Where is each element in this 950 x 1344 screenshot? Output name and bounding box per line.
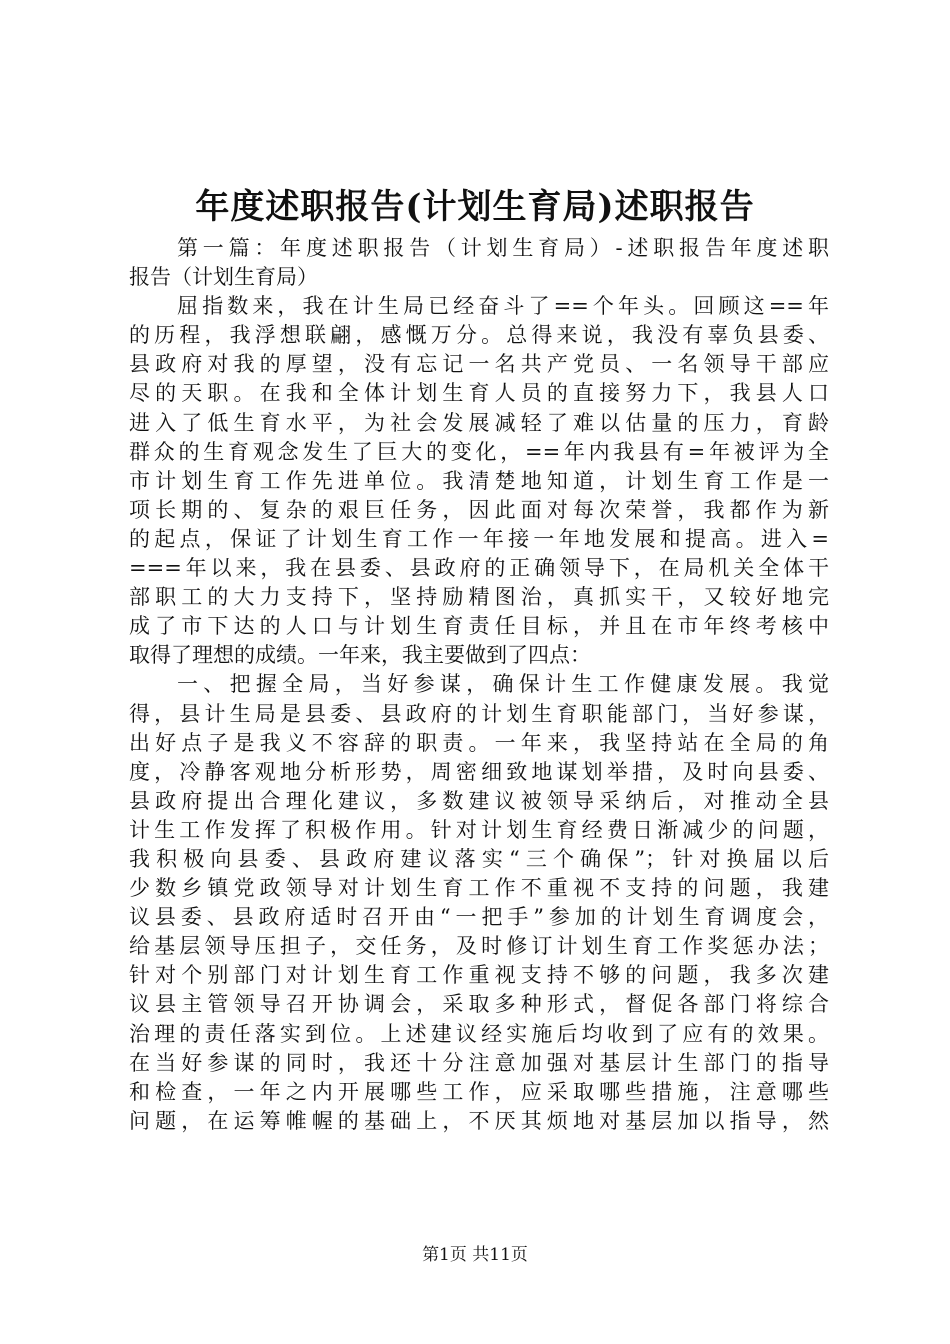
page-number-footer: 第1页 共11页	[422, 1245, 528, 1265]
text-line: 进入了低生育水平，为社会发展减轻了难以估量的压力，育龄	[129, 410, 829, 435]
text-line: 的起点，保证了计划生育工作一年接一年地发展和提高。进入=	[129, 526, 829, 551]
text-line: 出好点子是我义不容辞的职责。一年来，我坚持站在全局的角	[129, 730, 829, 755]
text-line: 少数乡镇党政领导对计划生育工作不重视不支持的问题，我建	[129, 876, 829, 901]
text-line: 尽的天职。在我和全体计划生育人员的直接努力下，我县人口	[129, 381, 829, 406]
text-line: 一、把握全局，当好参谋，确保计生工作健康发展。我觉	[177, 672, 829, 697]
text-line: 度，冷静客观地分析形势，周密细致地谋划举措，及时向县委、	[129, 759, 829, 784]
text-line: 我积极向县委、县政府建议落实“三个确保”；针对换届以后	[129, 846, 829, 871]
text-line: 报告（计划生育局）	[129, 265, 318, 290]
text-line: 给基层领导压担子，交任务，及时修订计划生育工作奖惩办法；	[129, 934, 829, 959]
text-line: 部职工的大力支持下，坚持励精图治，真抓实干，又较好地完	[129, 585, 829, 610]
document-body	[129, 234, 829, 1136]
text-line: 屈指数来，我在计生局已经奋斗了==个年头。回顾这==年	[177, 294, 829, 319]
text-line: 成了市下达的人口与计划生育责任目标，并且在市年终考核中	[129, 614, 829, 639]
text-line: 问题，在运筹帷幄的基础上，不厌其烦地对基层加以指导，然	[129, 1108, 829, 1133]
text-line: ===年以来，我在县委、县政府的正确领导下，在局机关全体干	[129, 556, 829, 581]
text-line: 的历程，我浮想联翩，感慨万分。总得来说，我没有辜负县委、	[129, 323, 829, 348]
text-line: 市计划生育工作先进单位。我清楚地知道，计划生育工作是一	[129, 468, 829, 493]
text-line: 县政府提出合理化建议，多数建议被领导采纳后，对推动全县	[129, 788, 829, 813]
text-line: 议县主管领导召开协调会，采取多种形式，督促各部门将综合	[129, 992, 829, 1017]
text-line: 群众的生育观念发生了巨大的变化，==年内我县有=年被评为全	[129, 439, 829, 464]
text-line: 治理的责任落实到位。上述建议经实施后均收到了应有的效果。	[129, 1021, 829, 1046]
text-line: 在当好参谋的同时，我还十分注意加强对基层计生部门的指导	[129, 1050, 829, 1075]
text-line: 县政府对我的厚望，没有忘记一名共产党员、一名领导干部应	[129, 352, 829, 377]
text-line: 议县委、县政府适时召开由“一把手”参加的计划生育调度会，	[129, 905, 829, 930]
text-line: 得，县计生局是县委、县政府的计划生育职能部门，当好参谋，	[129, 701, 829, 726]
text-line: 第一篇：年度述职报告（计划生育局）-述职报告年度述职	[177, 236, 829, 260]
text-line: 针对个别部门对计划生育工作重视支持不够的问题，我多次建	[129, 963, 829, 988]
text-line: 和检查，一年之内开展哪些工作，应采取哪些措施，注意哪些	[129, 1079, 829, 1104]
text-line: 计生工作发挥了积极作用。针对计划生育经费日渐减少的问题，	[129, 817, 829, 842]
document-title: 年度述职报告(计划生育局)述职报告	[195, 187, 755, 227]
text-line: 项长期的、复杂的艰巨任务，因此面对每次荣誉，我都作为新	[129, 497, 829, 522]
text-line: 取得了理想的成绩。一年来，我主要做到了四点：	[129, 643, 591, 668]
